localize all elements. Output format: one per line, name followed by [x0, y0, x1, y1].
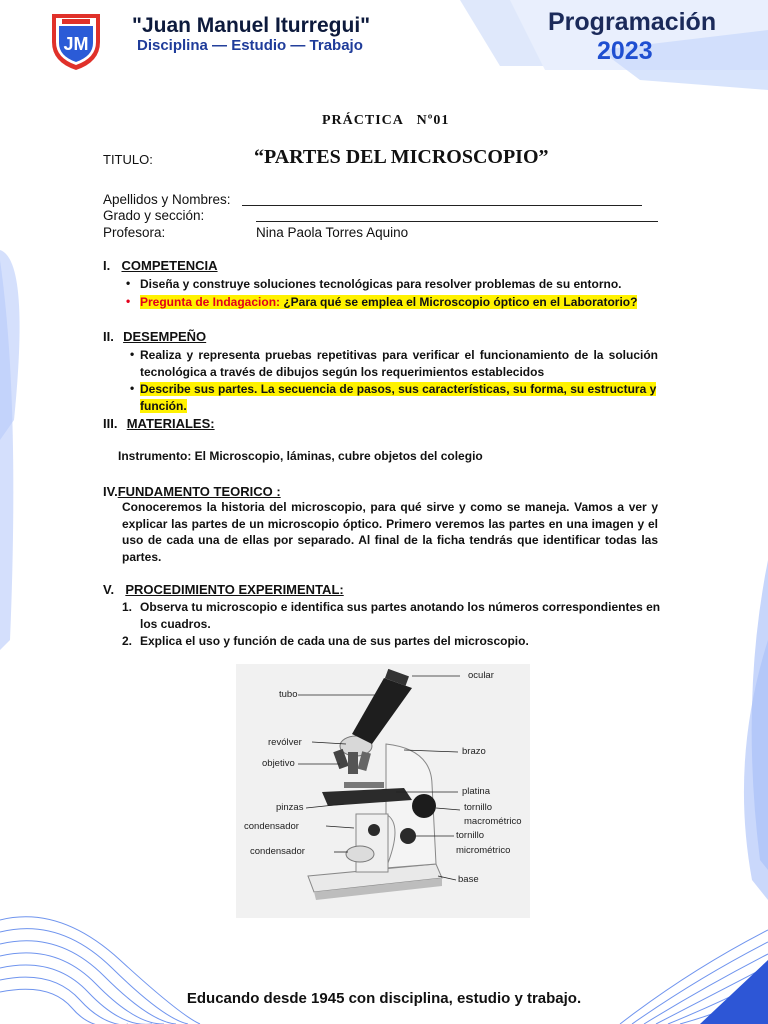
bullet-icon: •	[126, 276, 131, 290]
program-year: 2023	[597, 37, 653, 65]
label-tubo: tubo	[279, 689, 298, 700]
label-pinzas: pinzas	[276, 802, 304, 813]
school-name: "Juan Manuel Iturregui"	[132, 14, 371, 37]
section-number: V.	[103, 582, 115, 597]
section-desempeno	[103, 329, 206, 344]
desempeno-item: Realiza y representa pruebas repetitivas para verificar el funcionamiento de la solución tecnológica a través de dibujos según los requerimientos establecidos	[140, 348, 658, 379]
label-condensador: condensador	[244, 821, 299, 832]
section-title: FUNDAMENTO TEORICO :	[117, 484, 281, 499]
practice-title: “PARTES DEL MICROSCOPIO”	[254, 146, 549, 168]
label-tornillo-micro: tornillo	[456, 830, 484, 841]
logo-initials: JM	[63, 34, 89, 54]
teacher-value: Nina Paola Torres Aquino	[256, 225, 409, 240]
question-text: ¿Para qué se emplea el Microscopio óptico en el Laboratorio?	[280, 295, 638, 309]
section-materiales	[103, 416, 215, 431]
bullet-icon: •	[126, 294, 131, 308]
label-platina: platina	[462, 786, 490, 797]
program-title: Programación	[548, 8, 717, 36]
names-label: Apellidos y Nombres:	[103, 192, 231, 207]
section-number: IV.	[103, 484, 118, 499]
bullet-icon: •	[130, 381, 135, 395]
grade-field[interactable]	[256, 221, 658, 222]
procedure-step-1: Observa tu microscopio e identifica sus partes anotando los números correspondientes en los cuadros.	[140, 600, 661, 631]
section-number: II.	[103, 329, 114, 344]
school-logo	[48, 10, 104, 72]
section-number: III.	[103, 416, 118, 431]
practice-heading: PRÁCTICA Nº01	[322, 113, 450, 128]
competencia-item: Diseña y construye soluciones tecnológicas para resolver problemas de su entorno.	[140, 277, 622, 291]
section-number: I.	[103, 258, 111, 273]
names-field[interactable]	[242, 205, 642, 206]
materiales-text: Instrumento: El Microscopio, láminas, cubre objetos del colegio	[118, 449, 483, 463]
school-motto: Disciplina — Estudio — Trabajo	[137, 37, 363, 54]
label-base: base	[458, 874, 479, 885]
section-competencia	[103, 258, 218, 273]
question-label: Pregunta de Indagacion:	[140, 295, 281, 309]
footer-slogan: Educando desde 1945 con disciplina, estudio y trabajo.	[186, 990, 582, 1007]
title-label: TITULO:	[103, 152, 153, 167]
teacher-label: Profesora:	[103, 225, 166, 240]
microscope-diagram	[236, 664, 530, 918]
fundamento-text: Conoceremos la historia del microscopio, para qué sirve y como se maneja. Vamos a ver y explicar las partes de un microscopio óptico. Primero veremos las partes en una imagen y el uso de cada una de ellas por separado. Al final de la ficha tendrás que identificar todas las partes.	[122, 500, 658, 564]
section-procedimiento	[103, 582, 344, 597]
inquiry-question	[140, 294, 637, 311]
label-objetivo: objetivo	[262, 758, 295, 769]
section-title: DESEMPEÑO	[123, 329, 207, 344]
label-condensador-2: condensador	[250, 846, 305, 857]
grade-label: Grado y sección:	[103, 208, 205, 223]
step-number: 1.	[122, 600, 133, 614]
label-revolver: revólver	[268, 737, 302, 748]
desempeno-item-highlight	[140, 381, 660, 414]
step-number: 2.	[122, 634, 133, 648]
bullet-icon: •	[130, 347, 135, 361]
section-title: MATERIALES:	[126, 416, 215, 431]
label-tornillo-macro-2: macrométrico	[464, 816, 522, 827]
section-title: PROCEDIMIENTO EXPERIMENTAL:	[125, 582, 344, 597]
section-title: COMPETENCIA	[121, 258, 218, 273]
desempeno-item-text: Describe sus partes. La secuencia de pasos, sus características, su forma, su estructura y función.	[140, 382, 657, 413]
section-fundamento	[103, 484, 281, 499]
label-ocular: ocular	[468, 670, 494, 681]
procedure-step-2: Explica el uso y función de cada una de sus partes del microscopio.	[140, 634, 529, 648]
label-brazo: brazo	[462, 746, 486, 757]
label-tornillo-micro-2: micrométrico	[456, 845, 511, 856]
label-tornillo-macro: tornillo	[464, 802, 492, 813]
